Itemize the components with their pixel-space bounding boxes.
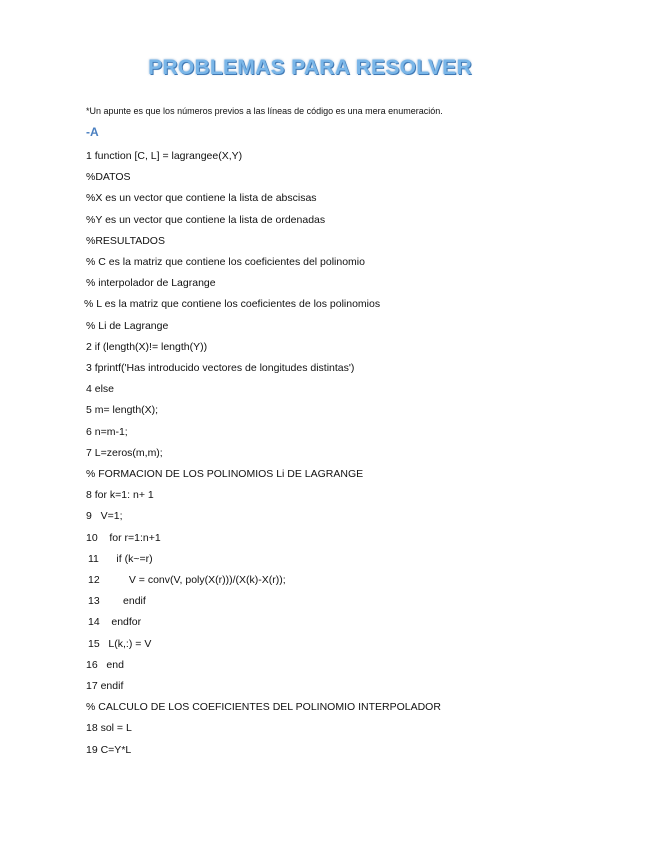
code-line: 10 for r=1:n+1	[86, 531, 161, 544]
code-line: 11 if (k~=r)	[88, 552, 153, 565]
code-line: % Li de Lagrange	[86, 319, 169, 332]
code-line: 12 V = conv(V, poly(X(r)))/(X(k)-X(r));	[88, 574, 286, 586]
code-line: 15 L(k,:) = V	[88, 637, 152, 650]
code-line: %RESULTADOS	[86, 234, 165, 247]
code-line: %DATOS	[86, 171, 131, 184]
code-line: % C es la matriz que contiene los coeficientes del polinomio	[86, 256, 365, 268]
note-text: *Un apunte es que los números previos a las líneas de código es una mera enumeración.	[86, 106, 443, 116]
code-line: 13 endif	[88, 595, 146, 608]
code-line: 9 V=1;	[86, 510, 123, 523]
code-line: 1 function [C, L] = lagrangee(X,Y)	[86, 150, 243, 162]
code-line: 16 end	[86, 658, 124, 671]
code-line: 4 else	[86, 383, 115, 396]
code-line: 6 n=m-1;	[86, 425, 128, 438]
code-line: %Y es un vector que contiene la lista de ordenadas	[86, 213, 326, 226]
code-line: % CALCULO DE LOS COEFICIENTES DEL POLINOMIO INTERPOLADOR	[86, 701, 441, 714]
code-line: 5 m= length(X);	[86, 404, 159, 417]
page-title: PROBLEMAS PARA RESOLVER	[148, 56, 472, 79]
code-line: 7 L=zeros(m,m);	[86, 446, 163, 459]
code-line: 3 fprintf('Has introducido vectores de longitudes distintas')	[86, 362, 355, 374]
code-line: 17 endif	[86, 680, 124, 692]
code-line: 14 endfor	[88, 616, 142, 629]
code-line: 19 C=Y*L	[86, 743, 132, 756]
code-line: % interpolador de Lagrange	[86, 277, 216, 290]
code-line: % L es la matriz que contiene los coeficientes de los polinomios	[84, 298, 381, 311]
section-heading: -A	[86, 125, 99, 139]
code-line: 8 for k=1: n+ 1	[86, 489, 154, 502]
code-line: %X es un vector que contiene la lista de abscisas	[86, 192, 317, 205]
code-line: % FORMACION DE LOS POLINOMIOS Li DE LAGRANGE	[86, 468, 364, 480]
code-line: 2 if (length(X)!= length(Y))	[86, 340, 208, 353]
code-line: 18 sol = L	[86, 722, 132, 735]
